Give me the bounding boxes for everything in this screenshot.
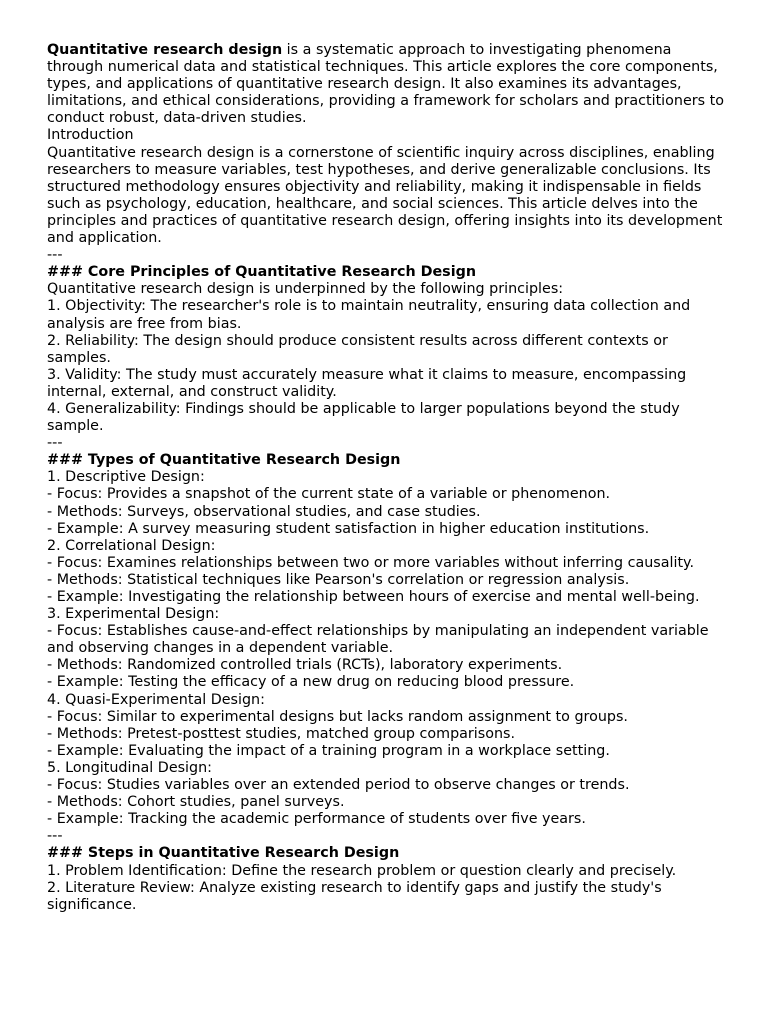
design-example: - Example: Investigating the relationship between hours of exercise and mental well-being. xyxy=(47,589,700,605)
design-example: - Example: A survey measuring student satisfaction in higher education institutions. xyxy=(47,520,650,537)
intro-paragraph xyxy=(47,42,727,127)
design-focus: - Focus: Studies variables over an extended period to observe changes or trends. xyxy=(47,777,630,794)
document-page xyxy=(47,42,727,914)
intro-text: is a systematic approach to investigating phenomena through numerical data and statistical techniques. This article explores the core components, types, and applications of quantitative research design. It also examines its advantages, limitations, and ethical considerations, providing a framework for scholars and practitioners to conduct robust, data-driven studies. xyxy=(47,42,724,127)
design-focus: - Focus: Provides a snapshot of the current state of a variable or phenomenon. xyxy=(47,486,611,503)
principle-item: 1. Objectivity: The researcher's role is to maintain neutrality, ensuring data collection and analysis are free from bias. xyxy=(47,298,691,332)
design-methods: - Methods: Surveys, observational studies, and case studies. xyxy=(47,503,481,520)
design-example: - Example: Evaluating the impact of a training program in a workplace setting. xyxy=(47,742,610,759)
separator: --- xyxy=(47,247,63,264)
design-title: 3. Experimental Design: xyxy=(47,606,220,623)
design-focus: - Focus: Establishes cause-and-effect relationships by manipulating an independent variable and observing changes in a dependent variable. xyxy=(47,623,709,657)
design-title: 1. Descriptive Design: xyxy=(47,469,205,486)
design-example: - Example: Testing the efficacy of a new drug on reducing blood pressure. xyxy=(47,674,575,691)
introduction-paragraph: Quantitative research design is a cornerstone of scientific inquiry across disciplines, enabling researchers to measure variables, test hypotheses, and derive generalizable conclusions. Its structured methodology ensures objectivity and reliability, making it indispensable in fields such as psychology, education, healthcare, and social sciences. This article delves into the principles and practices of quantitative research design, offering insights into its development and application. xyxy=(47,144,723,247)
design-title: 4. Quasi-Experimental Design: xyxy=(47,691,265,708)
separator: --- xyxy=(47,828,63,845)
step-item: 2. Literature Review: Analyze existing research to identify gaps and justify the study's significance. xyxy=(47,879,662,913)
design-methods: - Methods: Pretest-posttest studies, matched group comparisons. xyxy=(47,725,516,742)
step-item: 1. Problem Identification: Define the research problem or question clearly and precisely. xyxy=(47,862,677,879)
core-principles-heading: ### Core Principles of Quantitative Research Design xyxy=(47,264,477,281)
core-principles-lead: Quantitative research design is underpinned by the following principles: xyxy=(47,281,564,298)
intro-title: Quantitative research design xyxy=(47,42,283,58)
principle-item: 4. Generalizability: Findings should be applicable to larger populations beyond the study sample. xyxy=(47,400,680,435)
separator: --- xyxy=(47,435,63,452)
design-methods: - Methods: Cohort studies, panel surveys. xyxy=(47,794,345,811)
principle-item: 2. Reliability: The design should produce consistent results across different contexts or samples. xyxy=(47,332,668,366)
design-focus: - Focus: Similar to experimental designs but lacks random assignment to groups. xyxy=(47,708,628,725)
types-heading: ### Types of Quantitative Research Design xyxy=(47,452,401,469)
design-example: - Example: Tracking the academic performance of students over five years. xyxy=(47,811,586,828)
design-title: 2. Correlational Design: xyxy=(47,537,216,554)
design-methods: - Methods: Statistical techniques like Pearson's correlation or regression analysis. xyxy=(47,571,630,588)
steps-heading: ### Steps in Quantitative Research Design xyxy=(47,845,400,862)
design-title: 5. Longitudinal Design: xyxy=(47,759,212,776)
design-methods: - Methods: Randomized controlled trials (RCTs), laboratory experiments. xyxy=(47,657,563,674)
principle-item: 3. Validity: The study must accurately measure what it claims to measure, encompassing internal, external, and construct validity. xyxy=(47,366,687,400)
design-focus: - Focus: Examines relationships between two or more variables without inferring causality. xyxy=(47,554,695,571)
introduction-heading: Introduction xyxy=(47,127,134,144)
